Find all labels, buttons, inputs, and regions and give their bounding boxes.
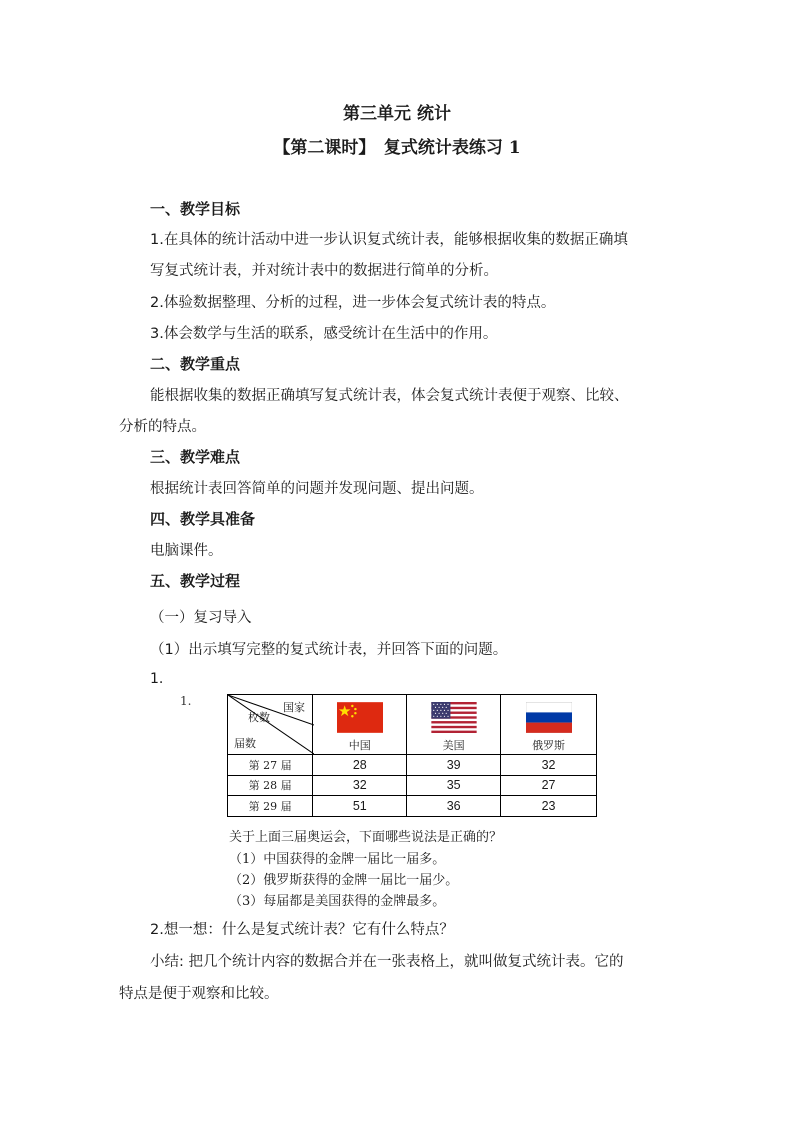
question-option-2: （2）俄罗斯获得的金牌一届比一届少。: [229, 873, 459, 888]
section-4-text: 电脑课件。: [150, 543, 223, 559]
country-header-russia: [501, 695, 597, 755]
table-row: [228, 775, 597, 796]
section-5-sub-2: （1）出示填写完整的复式统计表，并回答下面的问题。: [150, 642, 508, 658]
table-cell: 28: [313, 755, 407, 776]
table-cell: 23: [501, 796, 597, 817]
section-1-item-2: 2.体验数据整理、分析的过程，进一步体会复式统计表的特点。: [150, 295, 556, 311]
question-option-1: （1）中国获得的金牌一届比一届多。: [229, 852, 446, 867]
section-5-sub-1: （一）复习导入: [150, 610, 252, 626]
corner-label-medals: 枚数: [248, 711, 270, 724]
row-label: 第 29 届: [228, 796, 313, 817]
country-name-russia: 俄罗斯: [532, 739, 566, 752]
table-corner-header: [228, 695, 313, 755]
corner-label-editions: 届数: [234, 737, 256, 750]
section-1-heading: 一、教学目标: [150, 200, 241, 218]
country-header-usa: [407, 695, 501, 755]
table-cell: 32: [501, 755, 597, 776]
table-cell: 51: [313, 796, 407, 817]
row-label: 第 28 届: [228, 775, 313, 796]
table-row: [228, 755, 597, 776]
section-1-item-3: 3.体会数学与生活的联系，感受统计在生活中的作用。: [150, 326, 498, 342]
country-name-china: 中国: [348, 739, 371, 752]
section-2-text-a: 能根据收集的数据正确填写复式统计表，体会复式统计表便于观察、比较、: [150, 388, 629, 404]
medal-table: [227, 694, 597, 817]
country-header-china: [313, 695, 407, 755]
corner-label-country: 国家: [283, 701, 305, 714]
section-3-text: 根据统计表回答简单的问题并发现问题、提出问题。: [150, 481, 484, 497]
question-2: 2.想一想：什么是复式统计表？它有什么特点？: [150, 922, 454, 938]
section-3-heading: 三、教学难点: [150, 448, 241, 466]
section-2-text-b: 分析的特点。: [119, 419, 206, 435]
figure-number: 1.: [180, 694, 192, 708]
section-4-heading: 四、教学具准备: [150, 510, 256, 528]
summary-line-b: 特点是便于观察和比较。: [119, 986, 279, 1002]
question-option-3: （3）每届都是美国获得的金牌最多。: [229, 894, 446, 909]
section-2-heading: 二、教学重点: [150, 355, 241, 373]
china-flag-icon: [337, 702, 383, 733]
section-5-heading: 五、教学过程: [150, 572, 241, 590]
page-title: 第三单元 统计: [343, 104, 451, 124]
row-label: 第 27 届: [228, 755, 313, 776]
question-intro: 关于上面三届奥运会，下面哪些说法是正确的？: [229, 830, 503, 845]
item-number-1: 1.: [150, 671, 164, 687]
lesson-subtitle: 【第二课时】 复式统计表练习 1: [273, 138, 521, 158]
table-cell: 36: [407, 796, 501, 817]
section-1-item-1b: 写复式统计表，并对统计表中的数据进行简单的分析。: [150, 263, 498, 279]
table-cell: 27: [501, 775, 597, 796]
usa-flag-icon: [431, 702, 477, 733]
table-cell: 32: [313, 775, 407, 796]
summary-line-a: 小结: 把几个统计内容的数据合并在一张表格上，就叫做复式统计表。它的: [150, 954, 624, 970]
table-row: [228, 796, 597, 817]
russia-flag-icon: [526, 702, 572, 733]
section-1-item-1a: 1.在具体的统计活动中进一步认识复式统计表，能够根据收集的数据正确填: [150, 232, 628, 248]
table-cell: 35: [407, 775, 501, 796]
table-cell: 39: [407, 755, 501, 776]
country-name-usa: 美国: [442, 739, 465, 752]
